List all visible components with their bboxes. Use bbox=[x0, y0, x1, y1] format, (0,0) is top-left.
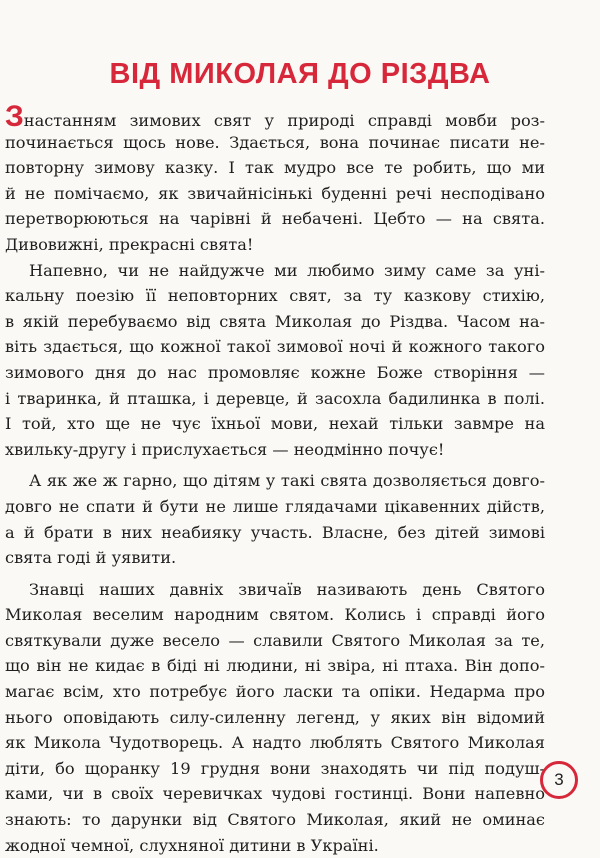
text-line: починається щось нове. Здається, вона починає писати не- bbox=[5, 132, 545, 152]
text-line: хвильку-другу і прислухається — неодмінно почує! bbox=[5, 439, 445, 459]
text-line: і тваринка, й пташка, і деревце, й засохла бадилинка в полі. bbox=[5, 388, 545, 408]
text-line: віть здається, що кожної такої зимової ночі й кожного такого bbox=[5, 337, 545, 357]
text-line: Миколая веселим народним святом. Колись і справді його bbox=[5, 605, 545, 625]
text-line: як Микола Чудотворець. А надто люблять Святого Миколая bbox=[5, 733, 545, 753]
text-line: зимового дня до нас промовляє кожне Боже створіння — bbox=[5, 362, 545, 382]
text-line: що він не кидає в біді ні людини, ні звіра, ні птаха. Він допо- bbox=[5, 656, 545, 676]
text-line: свята годі й уявити. bbox=[5, 548, 177, 568]
text-line: довго не спати й бути не лише глядачами цікавенних дійств, bbox=[5, 496, 545, 516]
text-line: святкували дуже весело — славили Святого Миколая за те, bbox=[5, 630, 545, 650]
text-line: А як же ж гарно, що дітям у такі свята дозволяється довго- bbox=[29, 471, 545, 491]
text-line: нього оповідають силу-силенну легенд, у яких він відомий bbox=[5, 707, 545, 727]
text-line: Напевно, чи не найдужче ми любимо зиму саме за уні- bbox=[29, 260, 545, 280]
text-line: перетворюються на чарівні й небачені. Цебто — на свята. bbox=[5, 209, 545, 229]
text-line: повторну зимову казку. І так мудро все те робить, що ми bbox=[5, 158, 545, 178]
text-line: в якій перебуваємо від свята Миколая до Різдва. Часом на- bbox=[5, 311, 545, 331]
text-line: ками, чи в своїх черевичках чудові гостинці. Вони напевно bbox=[5, 784, 545, 804]
drop-cap: З bbox=[5, 100, 24, 133]
text-line: Дивовижні, прекрасні свята! bbox=[5, 234, 254, 254]
text-line: знають: то дарунки від Святого Миколая, який не оминає bbox=[5, 810, 545, 830]
text-line: Знастанням зимових свят у природі справді мовби роз- bbox=[5, 100, 545, 133]
text-line: й не помічаємо, як звичайнісінькі буденні речі несподівано bbox=[5, 183, 545, 203]
paragraph-4 bbox=[5, 577, 545, 858]
text-line: а й брати в них неабияку участь. Власне, без дітей зимові bbox=[5, 522, 545, 542]
text-line: жодної чемної, слухняної дитини в Україні. bbox=[5, 835, 379, 855]
text-line: кальну поезію її неповторних свят, за ту казкову стихію, bbox=[5, 286, 545, 306]
text-line: І той, хто ще не чує їхньої мови, нехай тільки завмре на bbox=[5, 414, 545, 434]
text-line: діти, бо щоранку 19 грудня вони знаходять чи під подуш- bbox=[5, 758, 545, 778]
page-number-badge bbox=[540, 761, 578, 799]
page-number: 3 bbox=[554, 770, 564, 789]
paragraph-2 bbox=[5, 258, 545, 463]
page-title: ВІД МИКОЛАЯ ДО РІЗДВА bbox=[109, 58, 491, 90]
text-line: Знавці наших давніх звичаїв називають день Святого bbox=[29, 579, 545, 599]
article-body bbox=[5, 100, 545, 858]
paragraph-3 bbox=[5, 468, 545, 570]
text-line: магає всім, хто потребує його ласки та опіки. Недарма про bbox=[5, 682, 545, 702]
paragraph-1 bbox=[5, 100, 545, 258]
